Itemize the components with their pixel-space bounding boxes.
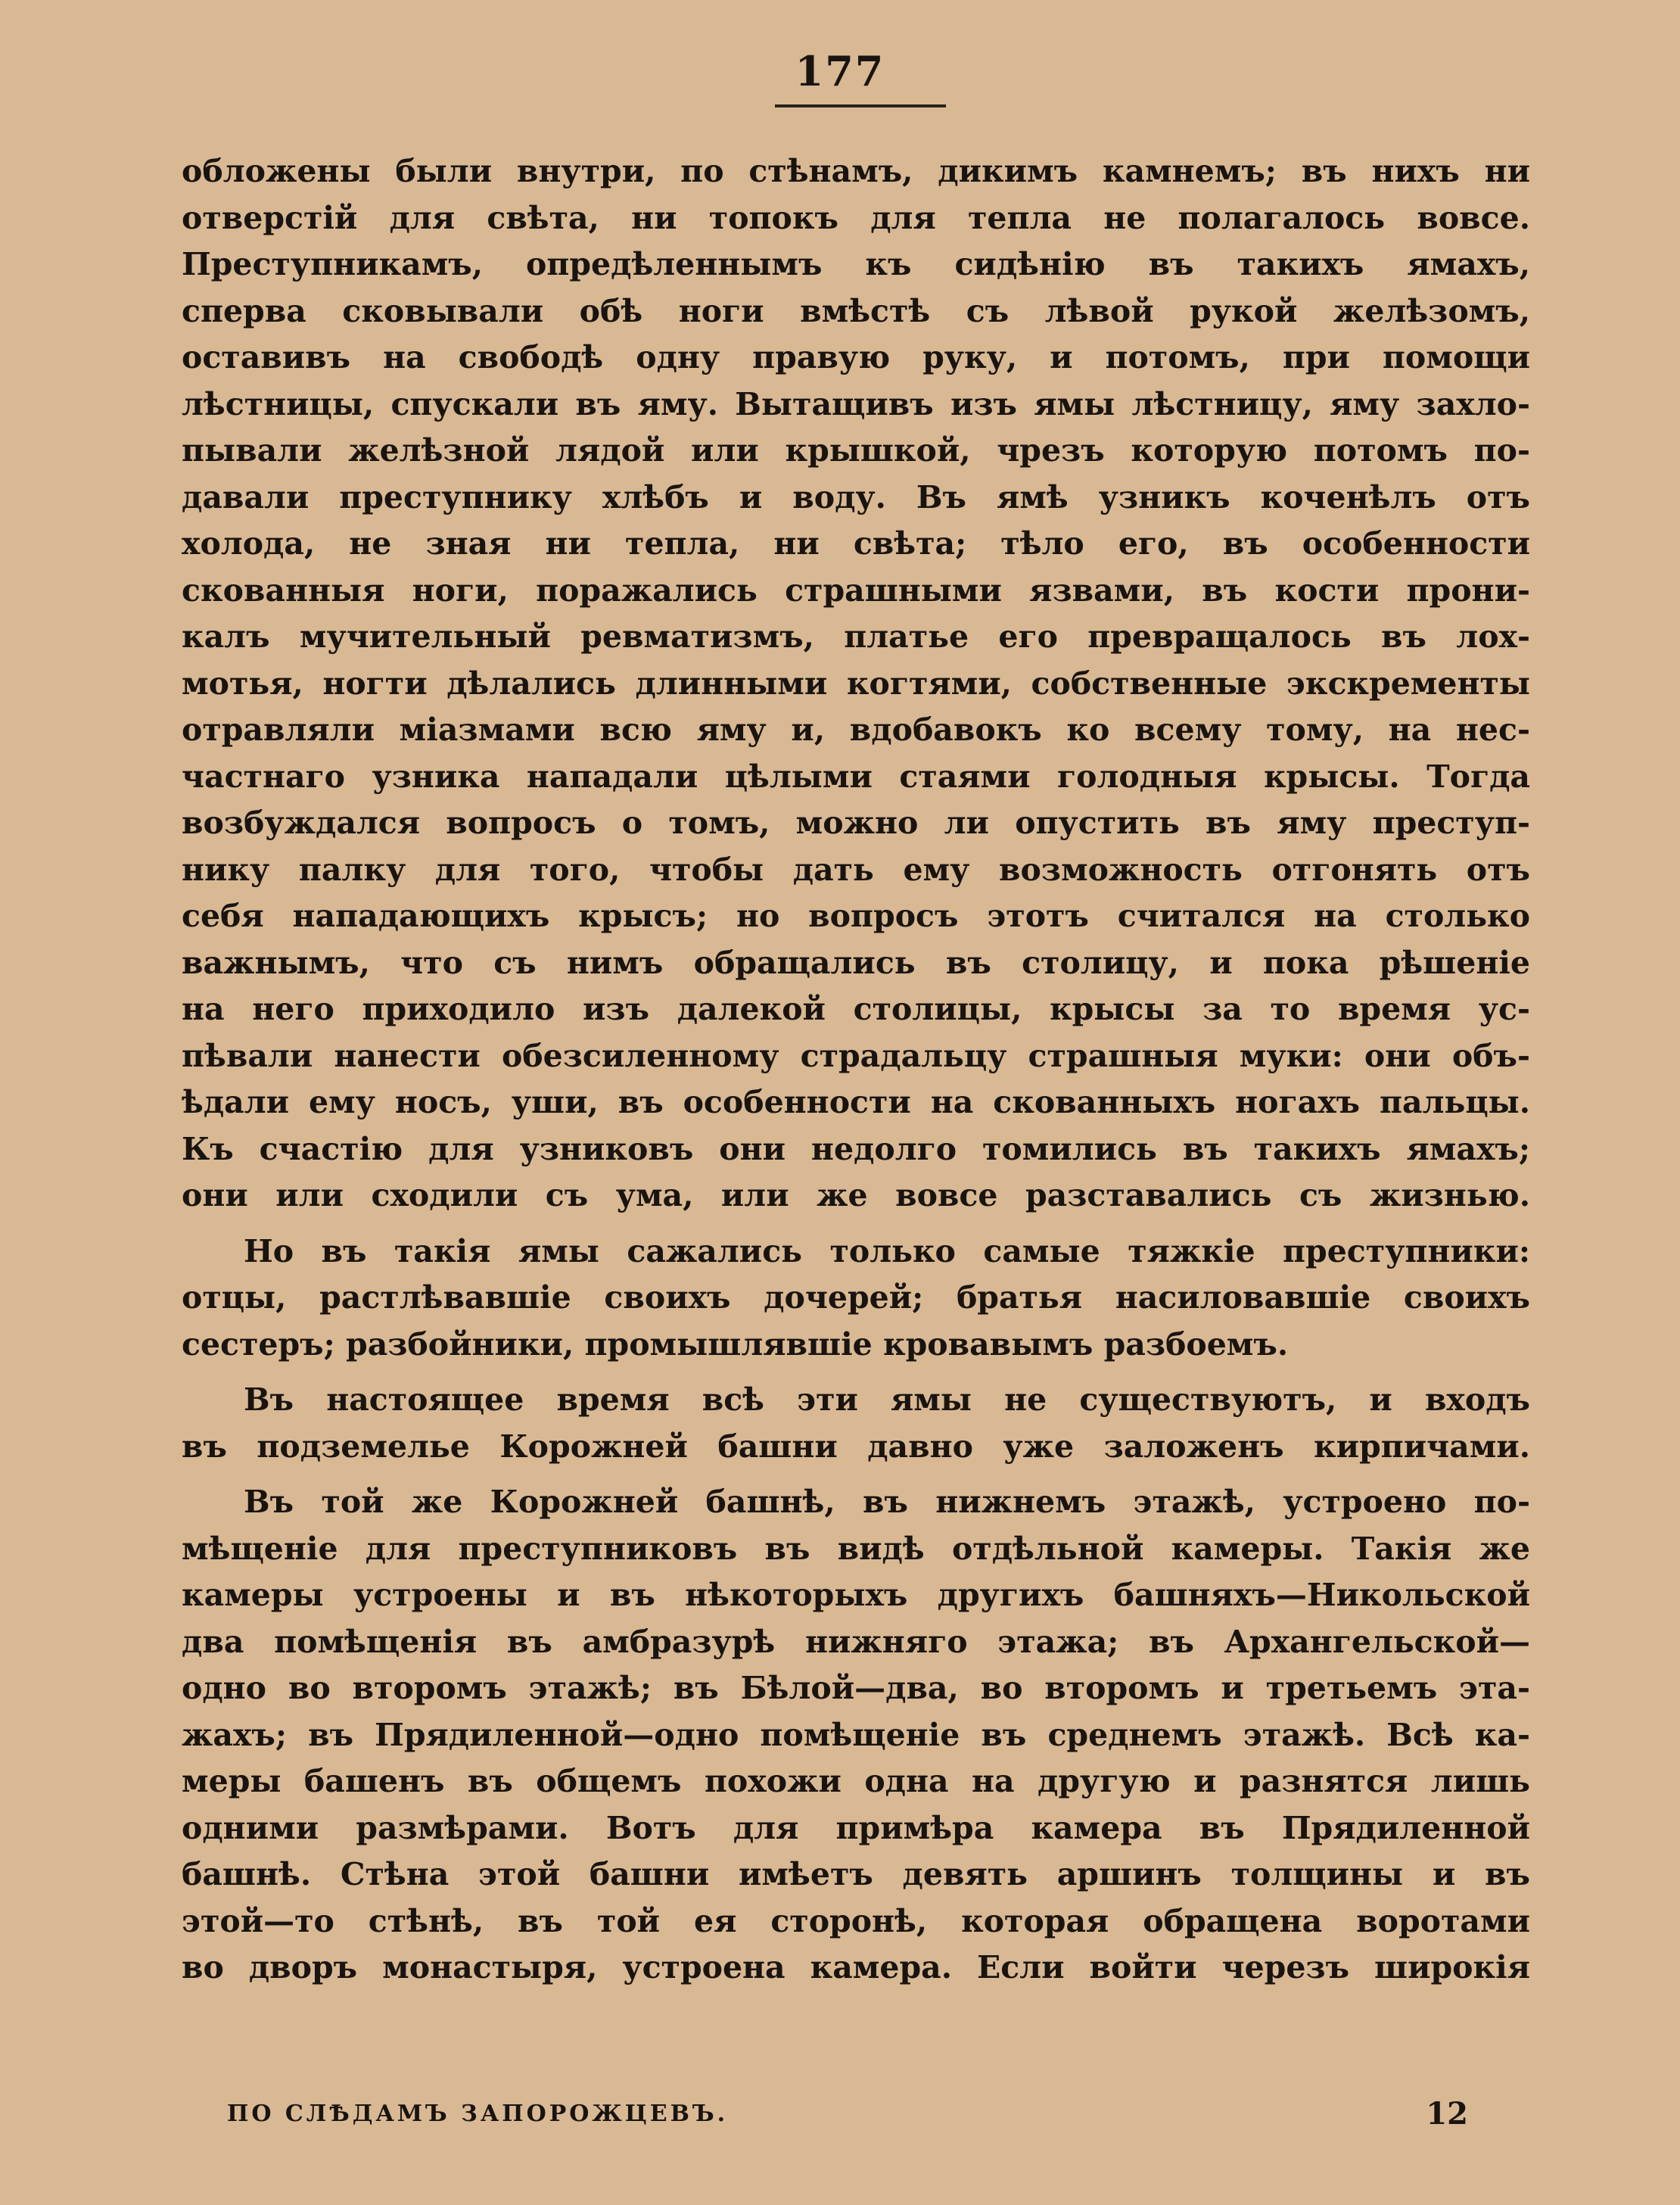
text-line: оставивъ на свободѣ одну правую руку, и потомъ, при помощи — [182, 339, 1530, 375]
running-footer-title: ПО СЛѢДАМЪ ЗАПОРОЖЦЕВЪ. — [227, 2101, 729, 2127]
paragraph — [182, 148, 1530, 1219]
text-line: во дворъ монастыря, устроена камера. Если войти черезъ широкія — [182, 1949, 1530, 1985]
text-line: башнѣ. Стѣна этой башни имѣетъ девять аршинъ толщины и въ — [182, 1856, 1530, 1892]
text-line: два помѣщенія въ амбразурѣ нижняго этажа; въ Архангельской— — [182, 1623, 1530, 1660]
text-line: возбуждался вопросъ о томъ, можно ли опустить въ яму преступ- — [182, 805, 1530, 841]
signature-mark: 12 — [1426, 2096, 1468, 2132]
text-line: этой—то стѣнѣ, въ той ея сторонѣ, которая обращена воротами — [182, 1902, 1530, 1939]
text-line: скованныя ноги, поражались страшными язвами, въ кости прони- — [182, 571, 1530, 609]
text-line: одно во второмъ этажѣ; въ Бѣлой—два, во второмъ и третьемъ эта- — [182, 1670, 1530, 1706]
text-line: меры башенъ въ общемъ похожи одна на другую и разнятся лишь — [182, 1763, 1530, 1799]
text-body — [182, 148, 1530, 1992]
text-line: жахъ; въ Прядиленной—одно помѣщеніе въ среднемъ этажѣ. Всѣ ка- — [182, 1716, 1530, 1753]
text-line: Въ настоящее время всѣ эти ямы не существуютъ, и входъ — [244, 1381, 1530, 1418]
text-line: отверстій для свѣта, ни топокъ для тепла не полагалось вовсе. — [182, 199, 1530, 236]
text-line: отравляли міазмами всю яму и, вдобавокъ ко всему тому, на нес- — [182, 712, 1530, 748]
text-line: пывали желѣзной лядой или крышкой, чрезъ которую потомъ по- — [182, 432, 1530, 469]
text-line: давали преступнику хлѣбъ и воду. Въ ямѣ узникъ коченѣлъ отъ — [182, 478, 1530, 515]
text-line: мотья, ногти дѣлались длинными когтями, собственные экскременты — [182, 665, 1530, 702]
text-line: важнымъ, что съ нимъ обращались въ столицу, и пока рѣшеніе — [182, 944, 1530, 981]
footer — [227, 2096, 1468, 2138]
text-line: мѣщеніе для преступниковъ въ видѣ отдѣльной камеры. Такія же — [182, 1530, 1530, 1567]
text-line: Въ той же Корожней башнѣ, въ нижнемъ этажѣ, устроено по- — [244, 1484, 1530, 1520]
paragraph — [182, 1229, 1530, 1369]
text-line: холода, не зная ни тепла, ни свѣта; тѣло его, въ особенности — [182, 525, 1530, 562]
text-line: сестеръ; разбойники, промышлявшіе кровавымъ разбоемъ. — [182, 1325, 1289, 1363]
text-line: нику палку для того, чтобы дать ему возможность отгонять отъ — [182, 851, 1530, 888]
text-line: въ подземелье Корожней башни давно уже заложенъ кирпичами. — [182, 1428, 1530, 1465]
text-line: одними размѣрами. Вотъ для примѣра камера въ Прядиленной — [182, 1809, 1530, 1846]
header-rule — [775, 104, 946, 107]
text-line: сперва сковывали обѣ ноги вмѣстѣ съ лѣвой рукой желѣзомъ, — [182, 292, 1530, 329]
text-line: обложены были внутри, по стѣнамъ, дикимъ камнемъ; въ нихъ ни — [182, 153, 1530, 189]
paragraph — [182, 1479, 1530, 1992]
text-line: калъ мучительный ревматизмъ, платье его превращалось въ лох- — [182, 618, 1530, 655]
text-line: пѣвали нанести обезсиленному страдальцу страшныя муки: они объ- — [182, 1037, 1530, 1074]
paragraph — [182, 1377, 1530, 1470]
text-line: Но въ такія ямы сажались только самые тяжкіе преступники: — [244, 1232, 1530, 1269]
page-number: 177 — [795, 47, 885, 95]
text-line: Преступникамъ, опредѣленнымъ къ сидѣнію въ такихъ ямахъ, — [182, 246, 1530, 282]
text-line: себя нападающихъ крысъ; но вопросъ этотъ считался на столько — [182, 898, 1530, 934]
text-line: они или сходили съ ума, или же вовсе разставались съ жизнью. — [182, 1177, 1530, 1213]
text-line: камеры устроены и въ нѣкоторыхъ другихъ башняхъ—Никольской — [182, 1577, 1530, 1613]
text-line: Къ счастію для узниковъ они недолго томились въ такихъ ямахъ; — [182, 1130, 1530, 1167]
text-line: ѣдали ему носъ, уши, въ особенности на скованныхъ ногахъ пальцы. — [182, 1084, 1530, 1120]
text-line: частнаго узника нападали цѣлыми стаями голодныя крысы. Тогда — [182, 758, 1530, 795]
text-line: на него приходило изъ далекой столицы, крысы за то время ус- — [182, 991, 1530, 1027]
text-line: отцы, растлѣвавшіе своихъ дочерей; братья насиловавшіе своихъ — [182, 1279, 1530, 1316]
text-line: лѣстницы, спускали въ яму. Вытащивъ изъ ямы лѣстницу, яму захло- — [182, 385, 1530, 422]
